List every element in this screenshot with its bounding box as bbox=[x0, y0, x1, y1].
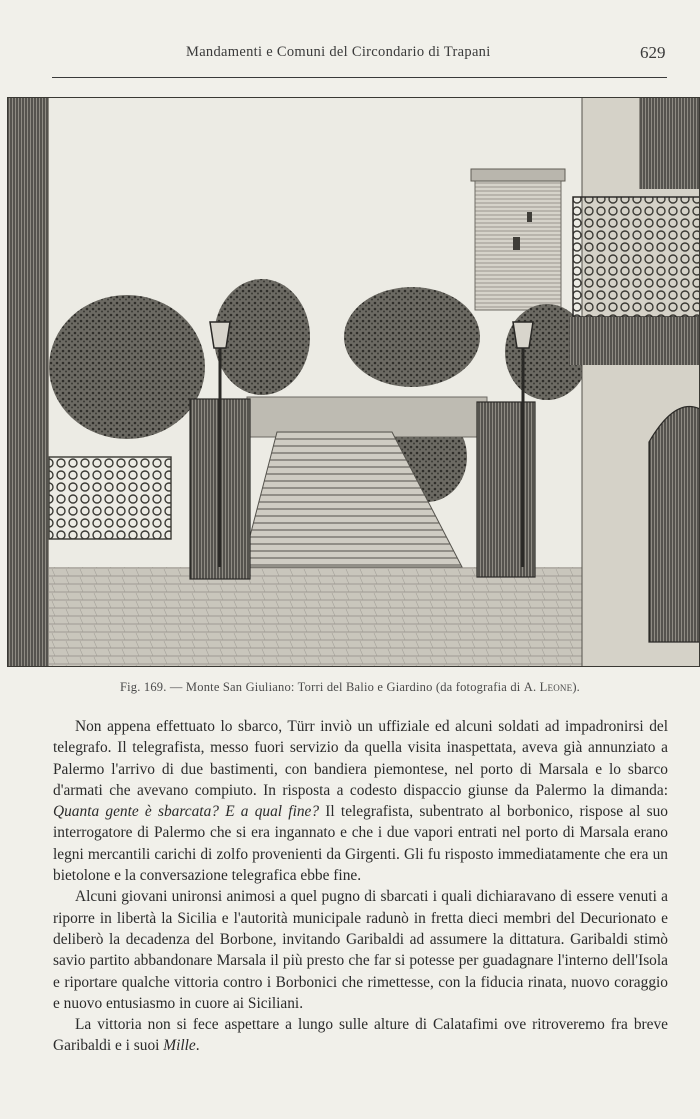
paragraph-text: . bbox=[195, 1037, 200, 1055]
caption-end: ). bbox=[572, 680, 581, 694]
right-building bbox=[569, 97, 700, 667]
page-number: 629 bbox=[640, 43, 666, 62]
paragraph-text: La vittoria non si fece aspettare a lungo sulle alture di Calatafimi ove ritroveremo fra breve Garibaldi e i suoi bbox=[53, 1016, 668, 1055]
body-text bbox=[53, 716, 668, 1057]
figure-caption bbox=[0, 680, 700, 695]
paragraph-italic: Mille bbox=[163, 1037, 196, 1055]
running-title: Mandamenti e Comuni del Circondario di Trapani bbox=[186, 44, 491, 60]
header-rule bbox=[52, 77, 667, 78]
page-header bbox=[0, 44, 700, 70]
paragraph bbox=[53, 716, 668, 886]
paragraph-text: Non appena effettuato lo sbarco, Türr inviò un uffiziale ed alcuni soldati ad impadronirsi del telegrafo. Il telegrafista, messo fuori servizio da quella visita inaspettata, aveva già annunziato a Palermo l'arrivo di due bastimenti, con bandiera piemontese, nel porto di Marsala e lo sbarco d'armati che avevano compiuto. In risposta a codesto dispaccio giunse da Palermo la dimanda: bbox=[53, 718, 668, 799]
tower bbox=[471, 169, 565, 310]
paragraph bbox=[53, 1014, 668, 1057]
paragraph-text: Il telegrafista, subentrato al borbonico, rispose al suo interrogatore di Palermo che si era ingannato e che i due vapori entrati nel porto di Marsala erano legni mercantili carichi di zolfo provenienti da Girgenti. Gli fu risposto immediatamente che era un bietolone e la conversazione telegrafica ebbe fine. bbox=[53, 803, 668, 885]
caption-main: Fig. 169. — Monte San Giuliano: Torri del Balio e Giardino (da fotografia di bbox=[119, 680, 524, 694]
paragraph: Alcuni giovani unironsi animosi a quel pugno di sbarcati i quali dichiaravano di essere venuti a riporre in libertà la Sicilia e l'autorità municipale radunò in fretta dieci membri del Decurionato e deliberò la decadenza del Borbone, invitando Garibaldi ad assumere la dittatura. Garibaldi stimò savio partito abbandonare Marsala il più presto che far si potesse per guadagnare l'interno dell'Isola e riportare qualche vittoria contro i Borbonici che rimettesse, con la fiducia rinata, nuovo coraggio e nuovo entusiasmo in cuore ai Siciliani. bbox=[53, 888, 668, 1012]
paragraph-italic: Quanta gente è sbarcata? E a qual fine? bbox=[53, 803, 320, 821]
engraving-illustration bbox=[7, 97, 700, 667]
caption-credit: A. Leone bbox=[523, 680, 573, 694]
